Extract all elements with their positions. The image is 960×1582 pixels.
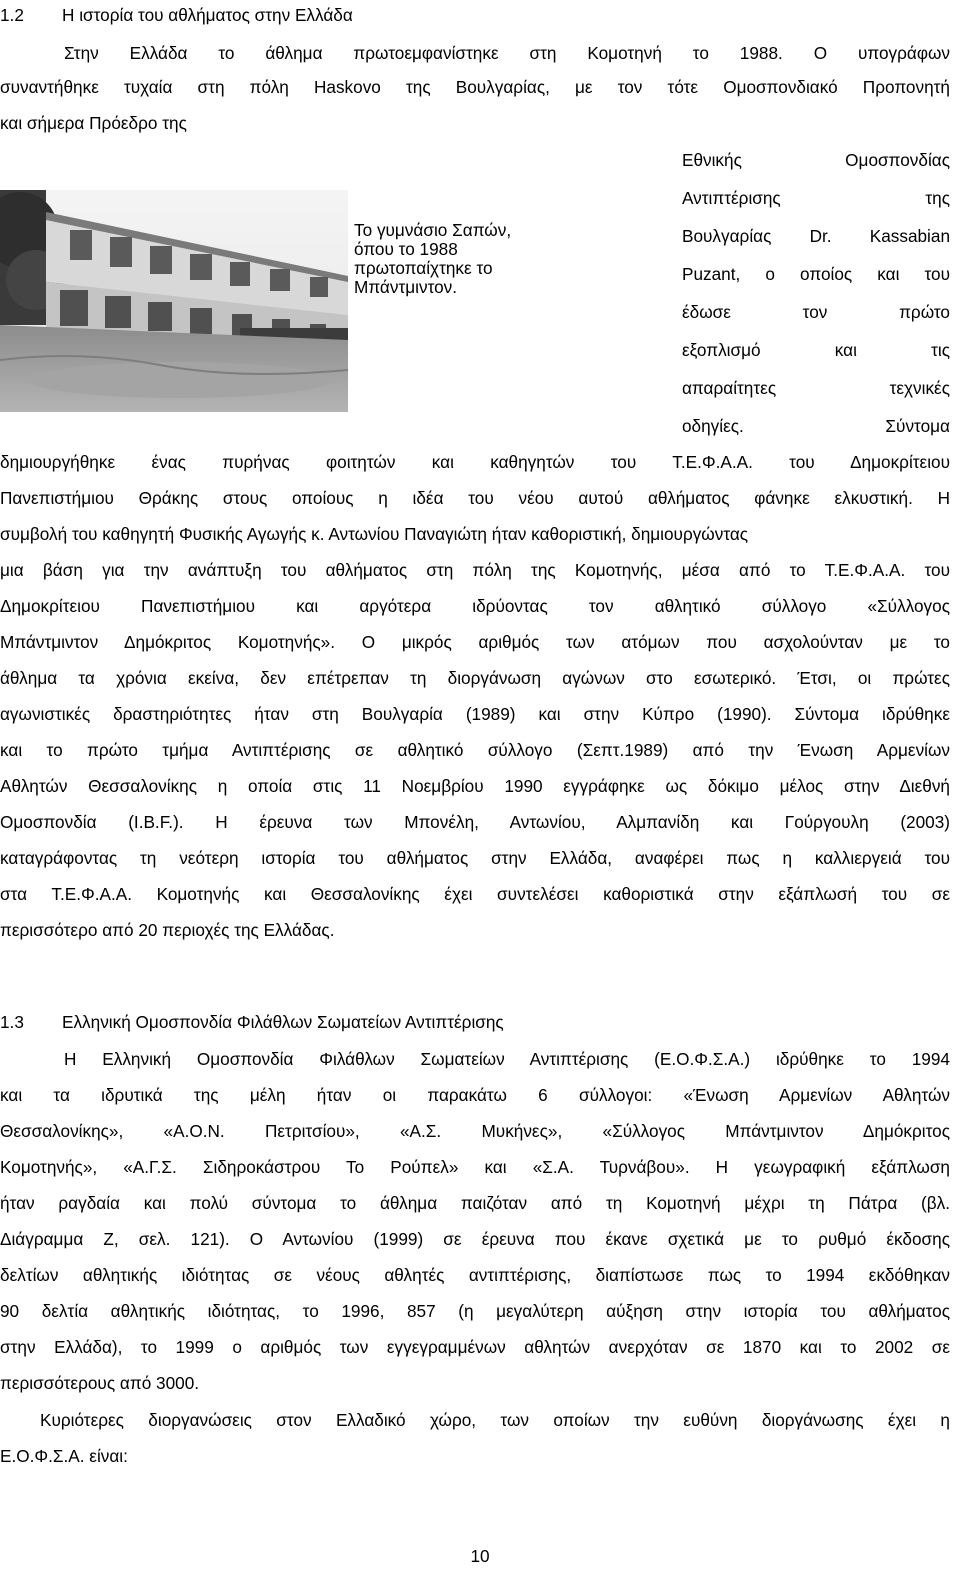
- paragraph-line: Μπάντμιντον Δημόκριτος Κομοτηνής». Ο μικρός αριθμός των ατόμων που ασχολούνταν με το: [0, 632, 950, 652]
- paragraph-line: συναντήθηκε τυχαία στη πόλη Haskovo της Βουλγαρίας, με τον τότε Ομοσπονδιακό Προπονητή: [0, 77, 950, 97]
- paragraph-line: και σήμερα Πρόεδρο της: [0, 113, 187, 133]
- paragraph-line: Ομοσπονδία (I.B.F.). Η έρευνα των Μπονέλη, Αντωνίου, Αλμπανίδη και Γούργουλη (2003): [0, 812, 950, 832]
- section-heading-1-2: [0, 3, 353, 27]
- section-number: 1.3: [0, 1012, 24, 1032]
- section-title: Η ιστορία του αθλήματος στην Ελλάδα: [62, 5, 353, 25]
- column-line: Puzant, ο οποίος και του: [682, 264, 950, 284]
- paragraph-line: Διάγραμμα Ζ, σελ. 121). Ο Αντωνίου (1999) σε έρευνα που έκανε σχετικά με το ρυθμό έκδοσης: [0, 1229, 950, 1249]
- caption-line: Μπάντμιντον.: [354, 277, 458, 297]
- column-line: Εθνικής Ομοσπονδίας: [682, 150, 950, 170]
- section-number: 1.2: [0, 5, 24, 25]
- paragraph-line: ήταν ραγδαία και πολύ σύντομα το άθλημα παιζόταν από τη Κομοτηνή μέχρι τη Πάτρα (βλ.: [0, 1193, 950, 1213]
- column-line: Αντιπτέρισης της: [682, 188, 950, 208]
- paragraph-line: Θεσσαλονίκης», «Α.Ο.Ν. Πετριτσίου», «Α.Σ. Μυκήνες», «Σύλλογος Μπάντμιντον Δημόκριτος: [0, 1121, 950, 1141]
- caption-line: όπου το 1988: [354, 239, 458, 259]
- paragraph-line: αγωνιστικές δραστηριότητες ήταν στη Βουλγαρία (1989) και στην Κύπρο (1990). Σύντομα ιδρύθηκε: [0, 704, 950, 724]
- column-line: οδηγίες. Σύντομα: [682, 416, 950, 436]
- paragraph-line: Η Ελληνική Ομοσπονδία Φιλάθλων Σωματείων Αντιπτέρισης (Ε.Ο.Φ.Σ.Α.) ιδρύθηκε το 1994: [64, 1049, 950, 1069]
- paragraph-line: Κυριότερες διοργανώσεις στον Ελλαδικό χώρο, των οποίων την ευθύνη διοργάνωσης έχει η: [40, 1410, 950, 1430]
- paragraph-line: Στην Ελλάδα το άθλημα πρωτοεμφανίστηκε στη Κομοτηνή το 1988. Ο υπογράφων: [64, 43, 950, 63]
- section-title: Ελληνική Ομοσπονδία Φιλάθλων Σωματείων Αντιπτέρισης: [62, 1012, 504, 1032]
- paragraph-line: καταγράφοντας τη νεότερη ιστορία του αθλήματος στην Ελλάδα, αναφέρει πως η καλλιεργειά του: [0, 848, 950, 868]
- paragraph-line: 90 δελτία αθλητικής ιδιότητας, το 1996, 857 (η μεγαλύτερη αύξηση στην ιστορία του αθλήματος: [0, 1301, 950, 1321]
- paragraph-line: δελτίων αθλητικής ιδιότητας σε νέους αθλητές αντιπτέρισης, διαπίστωσε πως το 1994 εκδόθηκαν: [0, 1265, 950, 1285]
- paragraph-line: περισσότερο από 20 περιοχές της Ελλάδας.: [0, 920, 335, 940]
- column-line: εξοπλισμό και τις: [682, 340, 950, 360]
- paragraph-line: Πανεπιστήμιου Θράκης στους οποίους η ιδέα του νέου αυτού αθλήματος φάνηκε ελκυστική. Η: [0, 488, 950, 508]
- paragraph-line: μια βάση για την ανάπτυξη του αθλήματος στη πόλη της Κομοτηνής, μέσα από το Τ.Ε.Φ.Α.Α. του: [0, 560, 950, 580]
- paragraph-line: συμβολή του καθηγητή Φυσικής Αγωγής κ. Αντωνίου Παναγιώτη ήταν καθοριστική, δημιουργώντας: [0, 524, 749, 544]
- paragraph-line: δημιουργήθηκε ένας πυρήνας φοιτητών και καθηγητών του Τ.Ε.Φ.Α.Α. του Δημοκρίτειου: [0, 452, 950, 472]
- paragraph-line: άθλημα τα χρόνια εκείνα, δεν επέτρεπαν τη διοργάνωση αγώνων στο εσωτερικό. Έτσι, οι πρώτες: [0, 668, 950, 688]
- paragraph-line: Δημοκρίτειου Πανεπιστήμιου και αργότερα ιδρύοντας τον αθλητικό σύλλογο «Σύλλογος: [0, 596, 950, 616]
- column-line: έδωσε τον πρώτο: [682, 302, 950, 322]
- page-number: 10: [470, 1546, 490, 1566]
- paragraph-line: Κομοτηνής», «Α.Γ.Σ. Σιδηροκάστρου Το Ρούπελ» και «Σ.Α. Τυρνάβου». Η γεωγραφική εξάπλωση: [0, 1157, 950, 1177]
- column-line: Βουλγαρίας Dr. Kassabian: [682, 226, 950, 246]
- paragraph-line: στα Τ.Ε.Φ.Α.Α. Κομοτηνής και Θεσσαλονίκης έχει συντελέσει καθοριστικά στην εξάπλωσή του σε: [0, 884, 950, 904]
- caption-line: πρωτοπαίχτηκε το: [354, 258, 493, 278]
- photo-caption: [354, 221, 594, 297]
- paragraph-line: Αθλητών Θεσσαλονίκης η οποία στις 11 Νοεμβρίου 1990 εγγράφηκε ως δόκιμο μέλος στην Διεθνή: [0, 776, 950, 796]
- caption-line: Το γυμνάσιο Σαπών,: [354, 220, 512, 240]
- section-heading-1-3: [0, 1010, 504, 1034]
- column-line: απαραίτητες τεχνικές: [682, 378, 950, 398]
- paragraph-line: στην Ελλάδα), το 1999 ο αριθμός των εγγεγραμμένων αθλητών ανερχόταν σε 1870 και το 2002 σε: [0, 1337, 950, 1357]
- paragraph-line: και το πρώτο τμήμα Αντιπτέρισης σε αθλητικό σύλλογο (Σεπτ.1989) από την Ένωση Αρμενίων: [0, 740, 950, 760]
- paragraph-line: περισσότερους από 3000.: [0, 1373, 200, 1393]
- paragraph-line: Ε.Ο.Φ.Σ.Α. είναι:: [0, 1446, 128, 1466]
- gymnasium-photo: [0, 190, 348, 412]
- paragraph-line: και τα ιδρυτικά της μέλη ήταν οι παρακάτω 6 σύλλογοι: «Ένωση Αρμενίων Αθλητών: [0, 1085, 950, 1105]
